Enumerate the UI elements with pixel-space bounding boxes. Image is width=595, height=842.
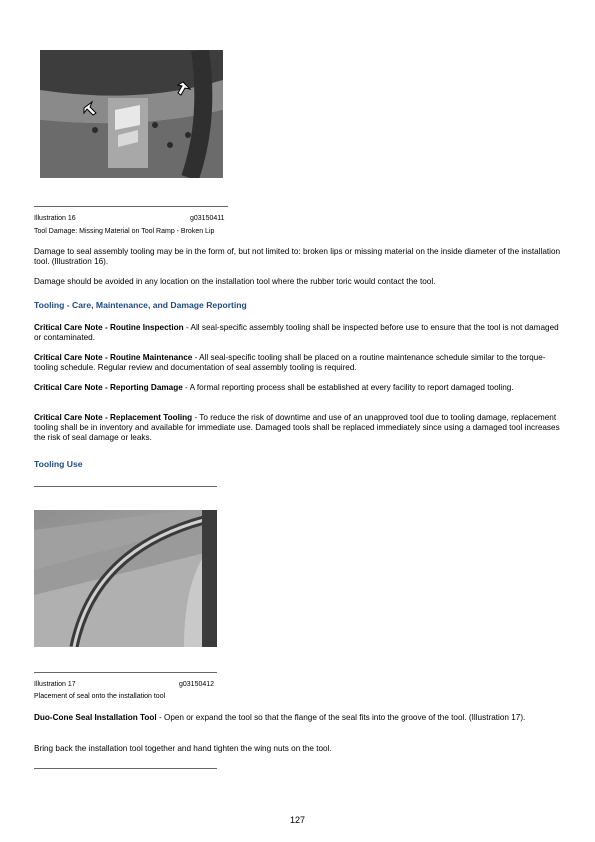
- note-text: - A formal reporting process shall be established at every facility to report damaged tooling.: [182, 383, 514, 392]
- note-text: - All seal-specific assembly tooling shall be inspected before use to ensure that the tool is not damaged or contaminated.: [34, 323, 559, 342]
- note-title: Critical Care Note - Routine Inspection: [34, 323, 184, 332]
- heading-tooling-care: Tooling - Care, Maintenance, and Damage Reporting: [34, 300, 247, 310]
- illustration-17-top-rule: [34, 486, 217, 487]
- page-number: 127: [289, 815, 306, 825]
- illustration-16-photo: [40, 50, 223, 178]
- illustration-16-caption: Tool Damage: Missing Material on Tool Ramp - Broken Lip: [34, 228, 215, 235]
- note-routine-inspection: [34, 323, 564, 343]
- note-replacement-tooling: [34, 413, 564, 443]
- note-title: Critical Care Note - Routine Maintenance: [34, 353, 193, 362]
- illustration-16-code: g03150411: [190, 215, 225, 222]
- illustration-17-code: g03150412: [179, 681, 215, 688]
- note-routine-maintenance: [34, 353, 564, 373]
- paragraph-damage: Damage to seal assembly tooling may be in the form of, but not limited to: broken lips or missing material on the inside diameter of the installation tool. (Illustration 16).: [34, 247, 561, 266]
- paragraph-avoid: Damage should be avoided in any location on the installation tool where the rubber toric would contact the tool.: [34, 277, 436, 286]
- note-text: - To reduce the risk of downtime and use of an unapproved tool due to tooling damage, replacement tooling shall be in inventory and available for immediate use. Damaged tools shall be replaced immediately since using a damaged tool increases the risk of seal damage or leaks.: [34, 413, 560, 442]
- duo-cone-text: - Open or expand the tool so that the flange of the seal fits into the groove of the tool. (Illustration 17).: [156, 713, 526, 722]
- illustration-17-bottom-rule: [34, 672, 217, 673]
- note-text: - All seal-specific tooling shall be placed on a routine maintenance schedule similar to the torque-tooling schedule. Regular review and documentation of seal assembly tooling is required.: [34, 353, 546, 372]
- paragraph-duo-cone: [34, 713, 564, 723]
- bottom-rule: [34, 768, 217, 769]
- duo-cone-title: Duo-Cone Seal Installation Tool: [34, 713, 157, 722]
- illustration-17-caption: Placement of seal onto the installation tool: [34, 693, 166, 700]
- heading-tooling-use: Tooling Use: [34, 459, 83, 469]
- illustration-16-number: Illustration 16: [34, 215, 76, 222]
- note-reporting-damage: [34, 383, 564, 393]
- illustration-16-top-rule: [34, 206, 228, 207]
- note-title: Critical Care Note - Replacement Tooling: [34, 413, 193, 422]
- note-title: Critical Care Note - Reporting Damage: [34, 383, 183, 392]
- illustration-17-photo: [34, 510, 217, 647]
- paragraph-bring-back: Bring back the installation tool together and hand tighten the wing nuts on the tool.: [34, 744, 332, 753]
- illustration-17-number: Illustration 17: [34, 681, 76, 688]
